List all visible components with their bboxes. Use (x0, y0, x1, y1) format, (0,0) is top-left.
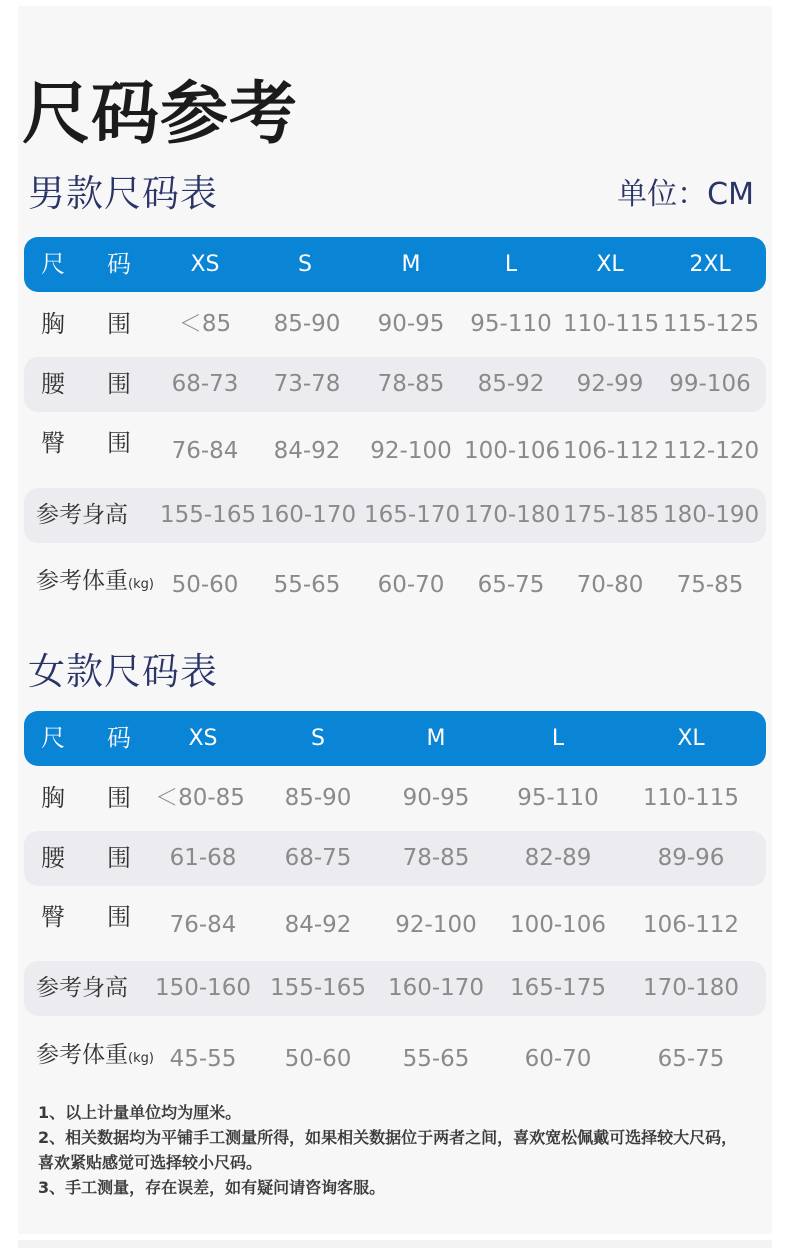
bottom-divider (18, 1240, 772, 1248)
table-cell: 99-106 (669, 371, 751, 397)
note-2: 2、相关数据均为平铺手工测量所得，如果相关数据位于两者之间，喜欢宽松佩戴可选择较大尺码，喜欢紧贴感觉可选择较小尺码。 (38, 1128, 738, 1172)
table-cell: 92-99 (576, 371, 644, 397)
table-cell: 100-106 (509, 912, 607, 938)
table-cell: ＜80-85 (155, 785, 245, 811)
table-cell: 106-112 (563, 438, 660, 464)
header-label-2: 码 (107, 250, 131, 278)
weight-unit: (kg) (128, 577, 154, 592)
women-header-row (24, 711, 766, 766)
header-label-1: 尺 (41, 724, 65, 752)
women-row-hip (24, 898, 766, 953)
men-row-chest (24, 297, 766, 352)
table-cell: 90-95 (377, 311, 445, 337)
table-cell: 89-96 (657, 845, 725, 871)
table-cell: 68-73 (171, 371, 239, 397)
row-label-1: 胸 (41, 784, 65, 812)
table-cell: 85-92 (477, 371, 545, 397)
men-row-height (24, 488, 766, 543)
note-1: 1、以上计量单位均为厘米。 (38, 1103, 242, 1122)
table-cell: 115-125 (663, 311, 760, 337)
row-label-1: 腰 (41, 370, 65, 398)
women-section-title: 女款尺码表 (28, 650, 218, 693)
women-row-height (24, 961, 766, 1016)
row-label (36, 1028, 154, 1083)
row-label-2: 围 (107, 784, 131, 812)
men-row-hip (24, 424, 766, 479)
row-label-2: 围 (107, 429, 131, 457)
table-cell: 65-75 (477, 572, 545, 598)
table-cell: 78-85 (377, 371, 445, 397)
table-cell: 95-110 (517, 785, 599, 811)
row-label-2: 围 (107, 903, 131, 931)
table-cell: 61-68 (169, 845, 237, 871)
row-label-2: 围 (107, 310, 131, 338)
table-cell: 70-80 (576, 572, 644, 598)
table-cell: 65-75 (657, 1046, 725, 1072)
table-cell: 95-110 (470, 311, 552, 337)
header-label-2: 码 (107, 724, 131, 752)
table-cell: 60-70 (524, 1046, 592, 1072)
men-row-waist (24, 357, 766, 412)
table-cell: 175-185 (563, 502, 660, 528)
row-label: 参考身高 (36, 975, 128, 1001)
women-row-chest (24, 771, 766, 826)
row-label-1: 臀 (41, 429, 65, 457)
header-label-1: 尺 (41, 250, 65, 278)
size-xl: XL (596, 252, 624, 277)
men-row-weight (24, 558, 766, 613)
table-cell: 84-92 (284, 912, 352, 938)
row-label: 参考身高 (36, 502, 128, 528)
women-row-weight (24, 1032, 766, 1087)
table-cell: 60-70 (377, 572, 445, 598)
row-label-2: 围 (107, 844, 131, 872)
page-title: 尺码参考 (22, 75, 299, 154)
size-s: S (311, 726, 325, 751)
size-2xl: 2XL (689, 252, 731, 277)
table-cell: 45-55 (169, 1046, 237, 1072)
table-cell: 180-190 (663, 502, 760, 528)
size-l: L (551, 726, 565, 751)
table-cell: 170-180 (642, 975, 740, 1001)
men-section-title: 男款尺码表 (28, 172, 218, 215)
table-cell: 76-84 (171, 438, 239, 464)
table-cell: 155-165 (160, 502, 257, 528)
row-label (36, 554, 154, 609)
weight-label: 参考体重 (36, 1042, 128, 1068)
women-row-waist (24, 831, 766, 886)
table-cell: ＜85 (178, 311, 232, 337)
table-cell: 82-89 (524, 845, 592, 871)
table-cell: 85-90 (273, 311, 341, 337)
table-cell: 73-78 (273, 371, 341, 397)
table-cell: 100-106 (464, 438, 561, 464)
weight-label: 参考体重 (36, 568, 128, 594)
size-xl: XL (677, 726, 705, 751)
table-cell: 55-65 (273, 572, 341, 598)
unit-label: 单位：CM (617, 177, 754, 212)
table-cell: 84-92 (273, 438, 341, 464)
note-3: 3、手工测量，存在误差，如有疑问请咨询客服。 (38, 1178, 386, 1197)
row-label-1: 胸 (41, 310, 65, 338)
table-cell: 170-180 (464, 502, 561, 528)
table-cell: 165-175 (509, 975, 607, 1001)
table-cell: 90-95 (402, 785, 470, 811)
notes (38, 1100, 750, 1200)
table-cell: 112-120 (663, 438, 760, 464)
table-cell: 106-112 (642, 912, 740, 938)
size-l: L (504, 252, 518, 277)
table-cell: 110-115 (563, 311, 660, 337)
row-label-2: 围 (107, 370, 131, 398)
table-cell: 78-85 (402, 845, 470, 871)
weight-unit: (kg) (128, 1051, 154, 1066)
table-cell: 165-170 (364, 502, 461, 528)
table-cell: 50-60 (284, 1046, 352, 1072)
table-cell: 160-170 (260, 502, 357, 528)
table-cell: 55-65 (402, 1046, 470, 1072)
table-cell: 92-100 (395, 912, 477, 938)
table-cell: 150-160 (154, 975, 252, 1001)
row-label-1: 腰 (41, 844, 65, 872)
size-xs: XS (188, 726, 218, 751)
table-cell: 160-170 (387, 975, 485, 1001)
table-cell: 110-115 (642, 785, 740, 811)
size-m: M (426, 726, 446, 751)
table-cell: 92-100 (370, 438, 452, 464)
table-cell: 76-84 (169, 912, 237, 938)
men-header-row (24, 237, 766, 292)
size-xs: XS (190, 252, 220, 277)
table-cell: 155-165 (269, 975, 367, 1001)
table-cell: 85-90 (284, 785, 352, 811)
table-cell: 50-60 (171, 572, 239, 598)
row-label-1: 臀 (41, 903, 65, 931)
table-cell: 68-75 (284, 845, 352, 871)
size-s: S (298, 252, 312, 277)
size-m: M (401, 252, 421, 277)
table-cell: 75-85 (676, 572, 744, 598)
